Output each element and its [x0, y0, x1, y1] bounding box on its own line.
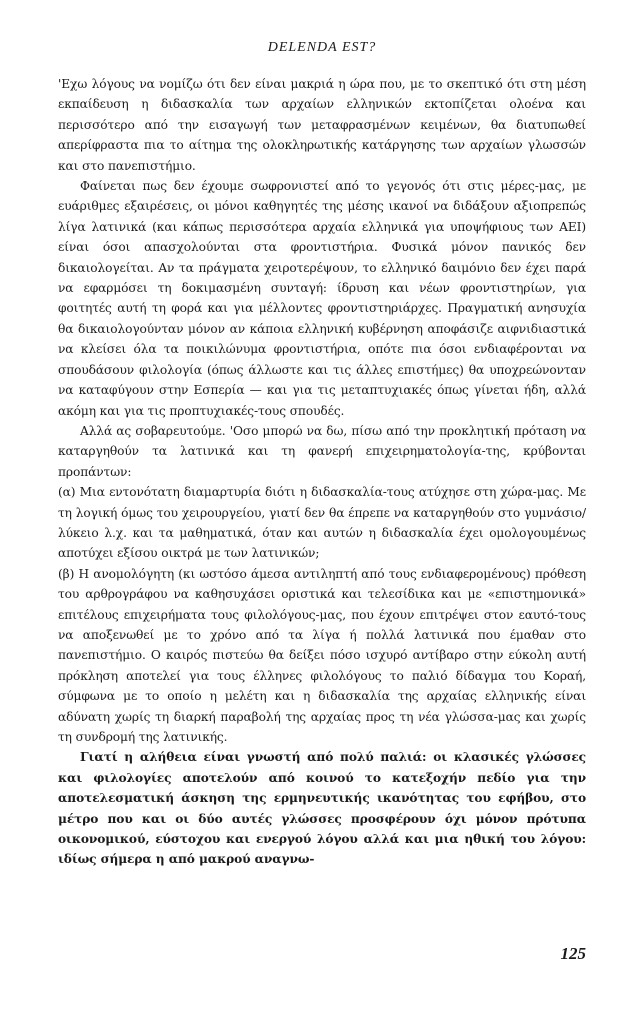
paragraph-tutoring: Φαίνεται πως δεν έχουμε σωφρονιστεί από το γεγονός ότι στις μέρες-μας, με ευάριθμες εξαιρέσεις, οι μόνοι καθηγητές της μέσης ικανοί να διδάξουν αξιοπρεπώς λίγα λατινικά (και κάπως περισσότερα αρχαία ελληνικά για υποψήφιους των ΑΕΙ) είναι όσοι απασχολούνται στα φροντιστήρια. Φυσικά μόνον πανικός δεν δικαιολογείται. Αν τα πράγματα χειροτερέψουν, το ελληνικό δαιμόνιο δεν έχει παρά να εφαρμόσει τη δοκιμασμένη συνταγή: ίδρυση και νέων φροντιστηρίων, για φοιτητές αυτή τη φορά και για μέλλοντες φροντιστηριάρχες. Πραγματική ανησυχία θα δικαιολογούνταν μόνον αν κάποια ελληνική κυβέρνηση αποφάσιζε αιφνιδιαστικά να κλείσει όλα τα ποικιλώνυμα φροντιστήρια, οπότε πια όσοι ενδιαφέρονται να σπουδάσουν φιλολογία (όπως άλλωστε και τις άλλες επιστήμες) θα υποχρεώνονταν να καταφύγουν στην Εσπερία — και για τις μεταπτυχιακές όπως γίνεται ήδη, αλλά ακόμη και για τις προπτυχιακές-τους σπουδές.	[58, 179, 586, 418]
list-item-beta: (β) Η ανομολόγητη (κι ωστόσο άμεσα αντιληπτή από τους ενδιαφερομένους) πρόθεση του αρθρογράφου να καθησυχάσει οριστικά και τελεσίδικα και με «επιστημονικά» επιτέλους επιχειρήματα τους φιλολόγους-μας, που έχουν επιτρέψει στον εαυτό-τους να αποξενωθεί με το χρόνο από τα λίγα ή πολλά λατινικά που έμαθαν στο πανεπιστήμιο. Ο καιρός πιστεύω θα δείξει πόσο ισχυρό αντίβαρο στην εύκολη αυτή πρόκληση αποτελεί για τους έλληνες φιλολόγους το παλιό δίδαγμα του Κοραή, σύμφωνα με το οποίο η μελέτη και η διδασκαλία της αρχαίας ελληνικής είναι αδύνατη χωρίς τη διαρκή παραβολή της αρχαίας προς τη νέα γλώσσα-μας και χωρίς τη συνδρομή της λατινικής.	[58, 566, 586, 744]
list-item-alpha: (α) Μια εντονότατη διαμαρτυρία διότι η διδασκαλία-τους ατύχησε στη χώρα-μας. Με τη λογική όμως του χειρουργείου, γιατί δεν θα έπρεπε να καταργηθούν στο γυμνάσιο/λύκειο λ.χ. και τα μαθηματικά, όταν και αυτών η διδασκαλία έχει ομολογουμένως αποτύχει εξίσου οικτρά με των λατινικών;	[58, 485, 586, 561]
body-text	[58, 74, 586, 870]
running-head: DELENDA EST?	[267, 40, 377, 55]
paragraph-closing: Γιατί η αλήθεια είναι γνωστή από πολύ παλιά: οι κλασικές γλώσσες και φιλολογίες αποτελούν από κοινού το κατεξοχήν πεδίο για την αποτελεσματική άσκηση της ερμηνευτικής ικανότητας του εφήβου, στο μέτρο που και οι δύο αυτές γλώσσες προσφέρουν όχι μόνον πρότυπα οικονομικού, εύστοχου και ενεργού λόγου αλλά και μια ηθική του λόγου: ιδίως σήμερα η από μακρού αναγνω-	[58, 750, 586, 867]
page-number: 125	[560, 944, 586, 963]
paragraph-opening: 'Εχω λόγους να νομίζω ότι δεν είναι μακριά η ώρα που, με το σκεπτικό ότι στη μέση εκπαίδευση η διδασκαλία των αρχαίων ελληνικών εκτοπίζεται ολοένα και περισσότερο από την εισαγωγή των μεταφρασμένων κειμένων, θα διατυπωθεί απερίφραστα πια το αίτημα της ολοκληρωτικής κατάργησης των αρχαίων γλωσσών και στο πανεπιστήμιο.	[58, 77, 586, 173]
book-page	[58, 40, 586, 1000]
paragraph-serious: Αλλά ας σοβαρευτούμε. 'Οσο μπορώ να δω, πίσω από την προκλητική πρόταση να καταργηθούν τα λατινικά και τη φανερή επιχειρηματολογία-της, κρύβονται προπάντων:	[58, 423, 586, 479]
